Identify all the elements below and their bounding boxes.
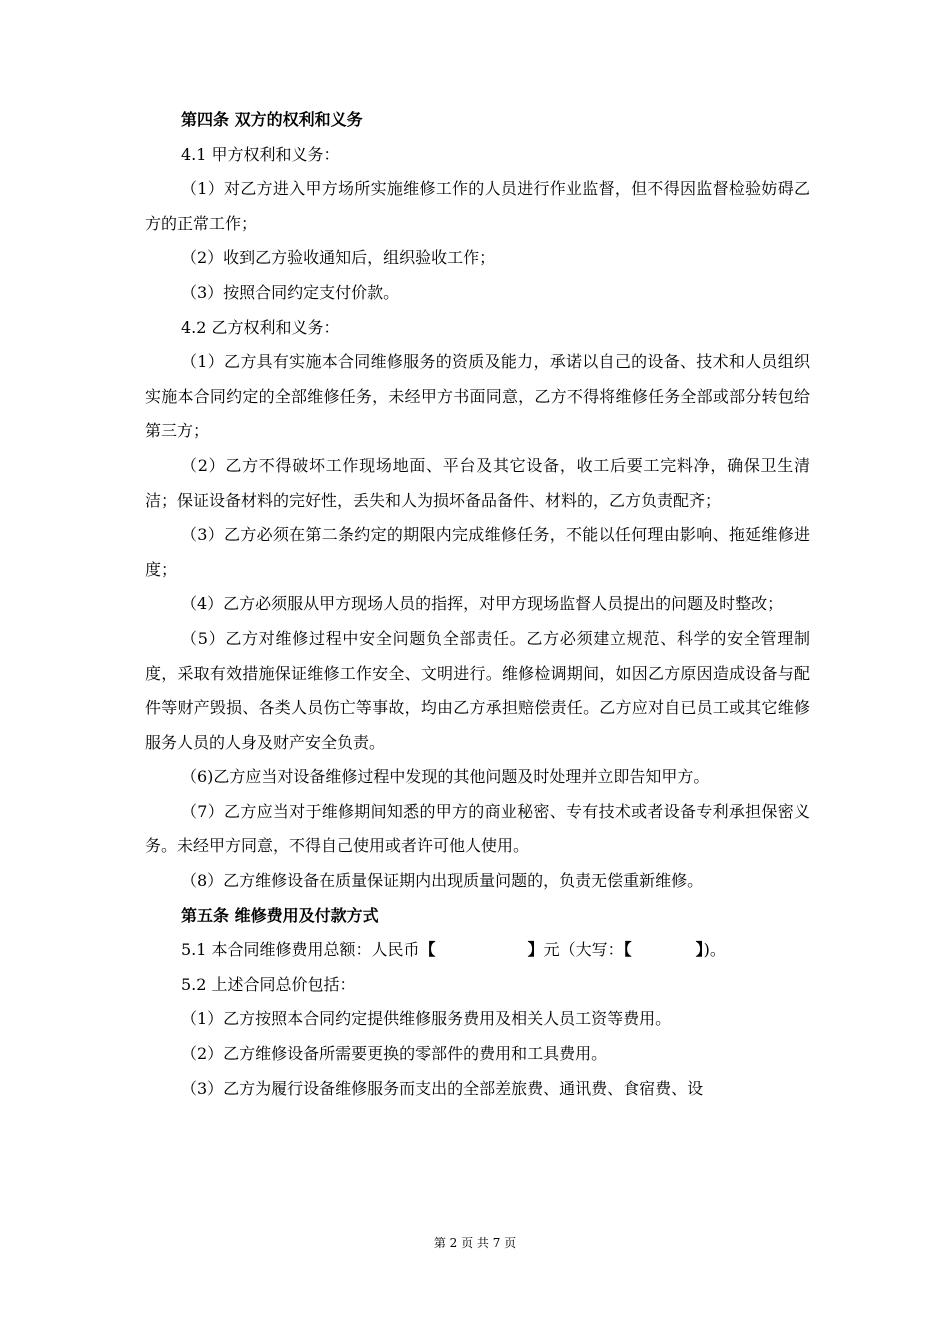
- fee-bracket2-open: 【: [623, 940, 632, 960]
- party-b-item-7: （7）乙方应当对于维修期间知悉的甲方的商业秘密、专有技术或者设备专利承担保密义务。未经甲方同意，不得自己使用或者许可他人使用。: [145, 801, 810, 856]
- fee-line-middle: 元（大写：: [543, 940, 624, 960]
- party-a-title: 4.1 甲方权利和义务：: [181, 144, 340, 164]
- fee-line-prefix: 5.1 本合同维修费用总额：人民币: [181, 940, 420, 960]
- fee-line-suffix: )。: [703, 940, 726, 960]
- party-b-item-6: （6)乙方应当对设备维修过程中发现的其他问题及时处理并立即告知甲方。: [181, 767, 710, 787]
- article-4-heading: 第四条 双方的权利和义务: [181, 110, 363, 129]
- fee-line: [145, 933, 810, 968]
- party-b-item-2: （2）乙方不得破坏工作现场地面、平台及其它设备，收工后要工完料净，确保卫生清洁；保证设备材料的完好性，丢失和人为损坏备品备件、材料的，乙方负责配齐；: [145, 455, 810, 510]
- party-a-item-3: （3）按照合同约定支付价款。: [181, 282, 400, 302]
- fee-bracket-open: 【: [419, 940, 436, 960]
- includes-item-1: （1）乙方按照本合同约定提供维修服务费用及相关人员工资等费用。: [181, 1009, 672, 1029]
- includes-item-3: （3）乙方为履行设备维修服务而支出的全部差旅费、通讯费、食宿费、设: [181, 1078, 704, 1098]
- party-b-item-4: （4）乙方必须服从甲方现场人员的指挥，对甲方现场监督人员提出的问题及时整改；: [181, 594, 784, 614]
- party-a-item-1: （1）对乙方进入甲方场所实施维修工作的人员进行作业监督，但不得因监督检验妨碍乙方的正常工作；: [145, 179, 810, 233]
- includes-item-2: （2）乙方维修设备所需要更换的零部件的费用和工具费用。: [181, 1044, 608, 1064]
- party-a-item-2: （2）收到乙方验收通知后，组织验收工作；: [181, 248, 496, 268]
- includes-title: 5.2 上述合同总价包括：: [181, 974, 356, 994]
- party-b-item-1: （1）乙方具有实施本合同维修服务的资质及能力，承诺以自己的设备、技术和人员组织实施本合同约定的全部维修任务，未经甲方书面同意，乙方不得将维修任务全部或部分转包给第三方；: [145, 352, 810, 441]
- fee-bracket2-close: 】: [695, 940, 704, 960]
- party-b-item-3: （3）乙方必须在第二条约定的期限内完成维修任务，不能以任何理由影响、拖延维修进度；: [145, 525, 810, 579]
- page-footer: 第 2 页 共 7 页: [433, 1236, 517, 1250]
- document-body: [145, 103, 810, 1106]
- party-b-item-5: （5）乙方对维修过程中安全问题负全部责任。乙方必须建立规范、科学的安全管理制度，采取有效措施保证维修工作安全、文明进行。维修检调期间，如因乙方原因造成设备与配件等财产毁损、各类人员伤亡等事故，均由乙方承担赔偿责任。乙方应对自已员工或其它维修服务人员的人身及财产安全负责。: [145, 628, 810, 752]
- fee-bracket-close: 】: [527, 940, 544, 960]
- party-b-item-8: （8）乙方维修设备在质量保证期内出现质量问题的，负责无偿重新维修。: [181, 871, 704, 891]
- party-b-title: 4.2 乙方权利和义务：: [181, 317, 340, 337]
- article-5-heading: 第五条 维修费用及付款方式: [181, 905, 379, 925]
